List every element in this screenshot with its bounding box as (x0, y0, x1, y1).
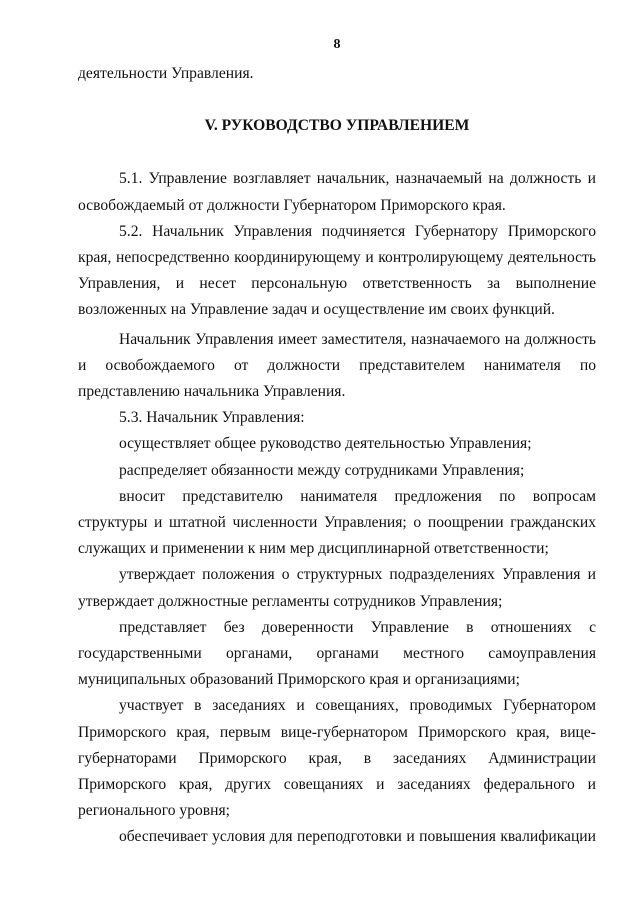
continuation-text: деятельности Управления. (78, 65, 254, 82)
document-body (78, 61, 596, 851)
paragraph-5-3: 5.3. Начальник Управления: (119, 409, 305, 427)
duty-submit-proposals: вносит представителю нанимателя предложения по вопросам структуры и штатной численности Управления; о поощрении гражданских служащих и применении к ним мер дисциплинарной ответственности; (78, 487, 596, 558)
duty-approve-regulations: утверждает положения о структурных подразделениях Управления и утверждает должностные регламенты сотрудников Управления; (78, 566, 596, 610)
paragraph-deputy: Начальник Управления имеет заместителя, назначаемого на должность и освобождаемого от должности представителем нанимателя по представлению начальника Управления. (78, 330, 596, 401)
paragraph-5-1: 5.1. Управление возглавляет начальник, назначаемый на должность и освобождаемый от должности Губернатором Приморского края. (78, 170, 596, 214)
duty-distribute-responsibilities: распределяет обязанности между сотрудниками Управления; (119, 461, 525, 479)
duty-general-management: осуществляет общее руководство деятельностью Управления; (119, 435, 532, 453)
duty-ensure-training: обеспечивает условия для переподготовки и повышения квалификации (119, 828, 596, 846)
duty-represent-office: представляет без доверенности Управление в отношениях с государственными органами, органами местного самоуправления муниципальных образований Приморского края и организациями; (78, 618, 596, 689)
section-heading: V. РУКОВОДСТВО УПРАВЛЕНИЕМ (204, 117, 470, 135)
paragraph-5-2: 5.2. Начальник Управления подчиняется Губернатору Приморского края, непосредственно координирующему и контролирующему деятельность Управления, и несет персональную ответственность за выполнение возложенных на Управление задач и осуществление им своих функций. (78, 222, 596, 319)
duty-participate-meetings: участвует в заседаниях и совещаниях, проводимых Губернатором Приморского края, первым вице-губернатором Приморского края, вице-губернаторами Приморского края, в заседаниях Администрации Приморского края, других совещаниях и заседаниях федерального и регионального уровня; (78, 697, 596, 820)
page-number: 8 (333, 37, 341, 52)
